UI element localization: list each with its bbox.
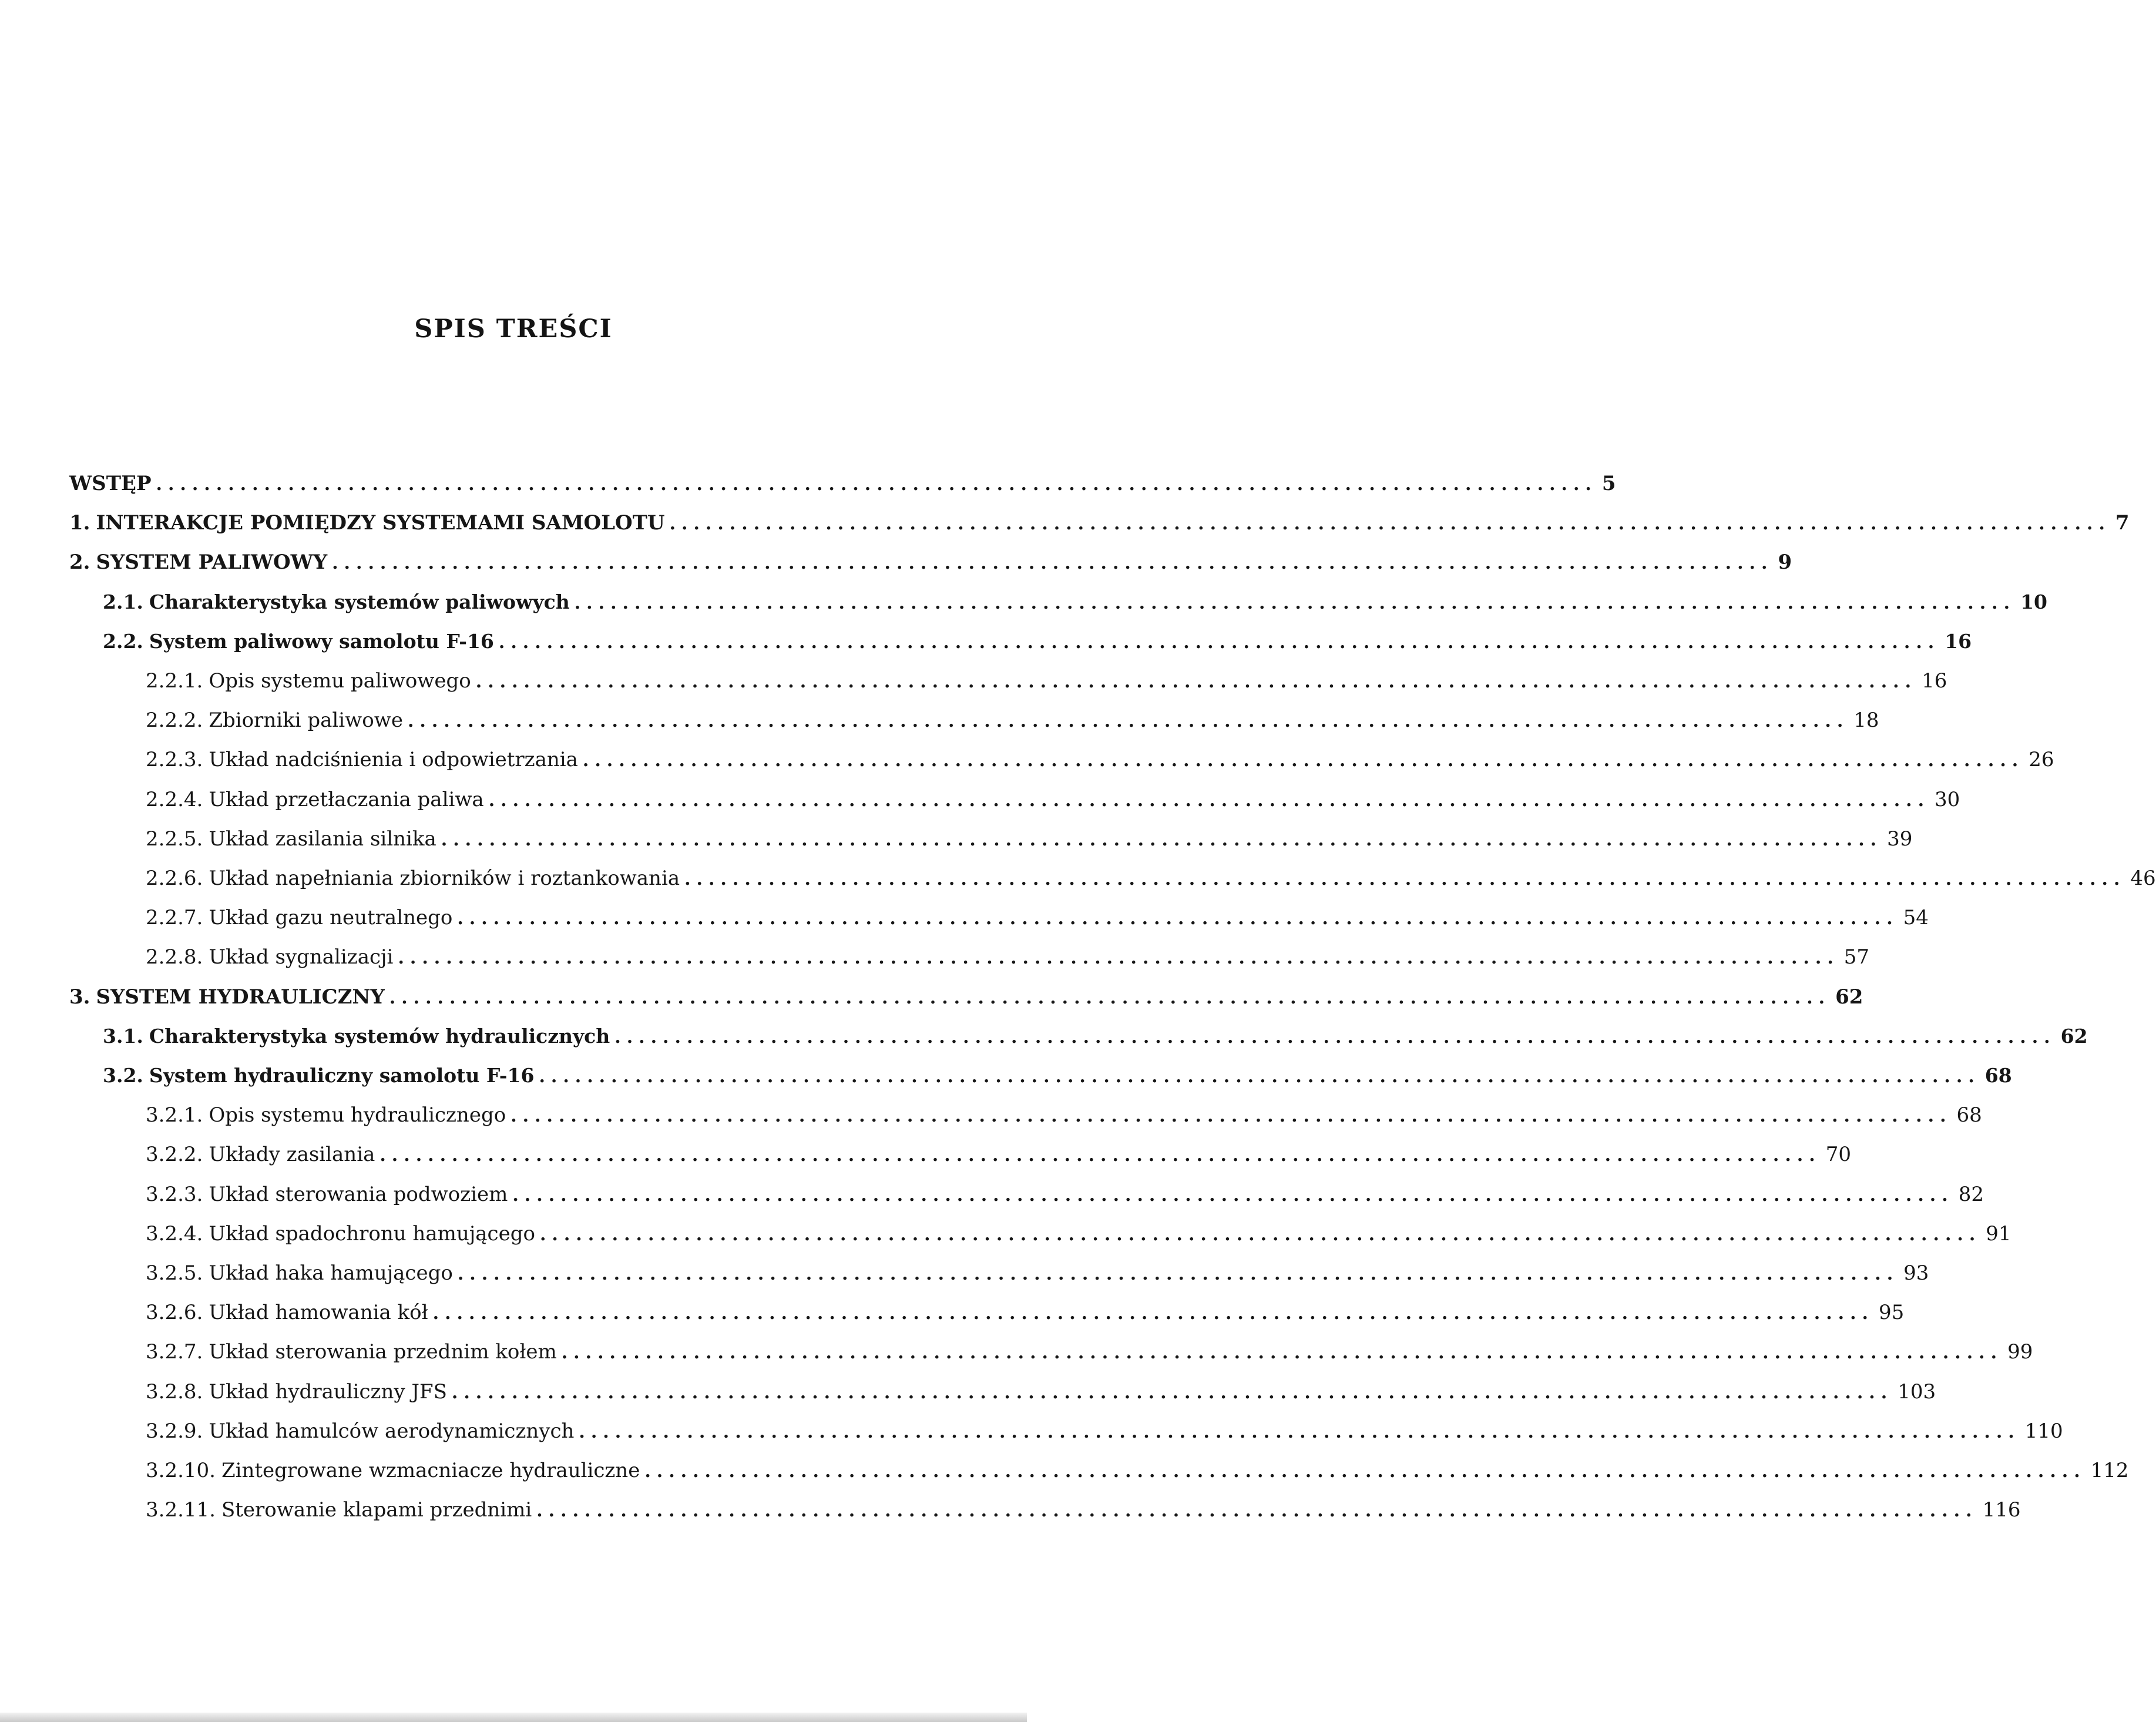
toc-entry-page-number: 93 [1903, 1261, 1929, 1285]
dot-leader: ........................................................................................................................ [579, 1422, 2020, 1442]
toc-entry-title: Układy zasilania [209, 1143, 375, 1166]
toc-entry-number: 2.2.5. [146, 827, 203, 851]
toc-entry-number: 3.2.5. [146, 1261, 203, 1285]
toc-entry-label [103, 586, 570, 619]
toc-entry-number: 3.2.8. [146, 1380, 203, 1404]
toc-entry-title: Układ sterowania przednim kołem [209, 1340, 557, 1364]
toc-entry [146, 1138, 1851, 1171]
dot-leader: ........................................................................................................................ [407, 711, 1849, 731]
toc-entry-title: Sterowanie klapami przednimi [221, 1498, 532, 1522]
toc-entry-page-number: 70 [1825, 1143, 1851, 1166]
toc-entry-label [146, 1415, 574, 1448]
toc-entry-label [146, 704, 403, 737]
toc-entry-label [146, 1217, 535, 1250]
toc-entry-title: Charakterystyka systemów paliwowych [149, 590, 570, 613]
dot-leader: ........................................................................................................................ [441, 830, 1883, 850]
toc-entry-page-number: 91 [1986, 1222, 2011, 1246]
toc-entry-label [146, 1099, 506, 1132]
dot-leader: ........................................................................................................................ [332, 553, 1774, 573]
toc-entry-label [103, 625, 494, 658]
dot-leader: ........................................................................................................................ [389, 988, 1831, 1008]
toc-entry-label [146, 1257, 453, 1290]
toc-entry-label [146, 1138, 375, 1171]
toc-entry [103, 625, 1972, 658]
dot-leader: ........................................................................................................................ [457, 1264, 1899, 1284]
dot-leader: ........................................................................................................................ [684, 869, 2126, 889]
toc-entry-number: 2.2. [103, 630, 143, 653]
scan-edge [0, 1713, 1027, 1722]
toc-entry [103, 1059, 2012, 1092]
toc-entry-number: 1. [69, 511, 90, 535]
dot-leader: ........................................................................................................................ [488, 790, 1930, 811]
toc-entry [146, 901, 1929, 934]
toc-entry-page-number: 95 [1878, 1301, 1905, 1324]
dot-leader: ........................................................................................................................ [451, 1382, 1893, 1403]
toc-entry-title: Układ hydrauliczny JFS [209, 1380, 447, 1404]
toc-entry-page-number: 116 [1982, 1498, 2021, 1522]
toc-entry-label [146, 1493, 532, 1526]
dot-leader: ........................................................................................................................ [156, 474, 1597, 495]
toc-entry-number: 2.2.4. [146, 788, 203, 811]
toc-entry-title: Zbiorniki paliwowe [209, 709, 403, 732]
toc-entry-label [146, 823, 436, 855]
toc-entry [69, 981, 1863, 1013]
toc-entry-label [146, 664, 471, 697]
toc-entry [146, 1493, 2021, 1526]
toc-entry [146, 941, 1870, 974]
toc-entry-label [69, 467, 152, 500]
toc-entry [146, 664, 1947, 697]
toc-entry-label [146, 1454, 640, 1487]
dot-leader: ........................................................................................................................ [457, 908, 1899, 929]
dot-leader: ........................................................................................................................ [582, 750, 2024, 771]
toc-entry [146, 862, 2156, 895]
toc-entry [146, 1335, 2033, 1368]
dot-leader: ........................................................................................................................ [512, 1185, 1954, 1206]
toc-entry-number: 3.2.3. [146, 1183, 203, 1206]
dot-leader: ........................................................................................................................ [511, 1106, 1952, 1126]
toc-entry-title: Układ przetłaczania paliwa [209, 788, 484, 811]
toc-entry-title: Układ haka hamującego [209, 1261, 453, 1285]
dot-leader: ........................................................................................................................ [432, 1303, 1874, 1324]
toc-entry-page-number: 9 [1778, 550, 1792, 574]
toc-entry-number: 3.2.2. [146, 1143, 203, 1166]
toc-entry-page-number: 103 [1898, 1380, 1936, 1404]
toc-entry-number: 3.2.7. [146, 1340, 203, 1364]
toc-entry-title: SYSTEM HYDRAULICZNY [96, 985, 385, 1009]
toc-entry-label [146, 783, 484, 816]
toc-entry-title: Zintegrowane wzmacniacze hydrauliczne [221, 1459, 640, 1482]
toc-entry-page-number: 57 [1843, 945, 1870, 969]
toc-entry-title: SYSTEM PALIWOWY [96, 550, 328, 574]
toc-entry-title: Układ sterowania podwoziem [209, 1183, 508, 1206]
toc-entry-page-number: 26 [2029, 748, 2054, 771]
toc-entry [146, 1296, 1905, 1329]
toc-entry-page-number: 99 [2007, 1340, 2033, 1364]
toc-entry-number: 2. [69, 550, 90, 574]
toc-entry-number: 2.2.1. [146, 669, 203, 693]
toc-entry-label [69, 546, 327, 579]
toc-entry [146, 1257, 1929, 1290]
toc-entry-title: Układ napełniania zbiorników i roztankowania [209, 867, 680, 890]
dot-leader: ........................................................................................................................ [475, 672, 1917, 692]
toc-entry [103, 586, 2047, 619]
dot-leader: ........................................................................................................................ [539, 1224, 1982, 1245]
toc-entry [69, 506, 2130, 539]
toc-entry-page-number: 62 [1835, 985, 1863, 1009]
toc-entry-number: 3.2.1. [146, 1103, 203, 1127]
toc-entry-page-number: 68 [1984, 1064, 2012, 1087]
toc-entry [146, 1217, 2011, 1250]
toc-entry-title: Opis systemu paliwowego [209, 669, 471, 693]
toc-entry-page-number: 10 [2020, 590, 2047, 613]
toc-entry [146, 1375, 1936, 1408]
toc-entry [146, 1099, 1982, 1132]
toc-entry [146, 743, 2054, 776]
toc-entry [69, 467, 1616, 500]
toc-entry-label [146, 1296, 428, 1329]
toc-entry-number: 3.2.10. [146, 1459, 216, 1482]
dot-leader: ........................................................................................................................ [669, 513, 2111, 534]
dot-leader: ........................................................................................................................ [498, 632, 1940, 653]
toc-entry-title: Układ spadochronu hamującego [209, 1222, 535, 1246]
toc-entry-number: 2.2.3. [146, 748, 203, 771]
toc-entry [146, 1415, 2063, 1448]
toc-entry [69, 546, 1792, 579]
toc-entry-number: 3.2.6. [146, 1301, 203, 1324]
dot-leader: ........................................................................................................................ [380, 1145, 1821, 1166]
toc-entry-page-number: 16 [1945, 630, 1972, 653]
dot-leader: ........................................................................................................................ [561, 1342, 2003, 1363]
toc-entry-number: 2.1. [103, 590, 143, 613]
toc-entry [146, 783, 1960, 816]
toc-entry-number: 3. [69, 985, 90, 1009]
toc-entry-title: Opis systemu hydraulicznego [209, 1103, 506, 1127]
toc-entry-page-number: 54 [1903, 906, 1929, 929]
toc-entry-page-number: 7 [2115, 511, 2130, 535]
toc-entry-page-number: 39 [1887, 827, 1913, 851]
toc-entry-page-number: 82 [1958, 1183, 1984, 1206]
toc-entry-page-number: 18 [1853, 709, 1879, 732]
toc-entry-number: 3.1. [103, 1025, 143, 1048]
toc-entry-title: Układ hamulców aerodynamicznych [209, 1419, 575, 1443]
toc-entry-title: Układ zasilania silnika [209, 827, 436, 851]
toc-entry-page-number: 110 [2024, 1419, 2063, 1443]
toc-entry-page-number: 62 [2060, 1025, 2088, 1048]
toc-entry [146, 1454, 2129, 1487]
toc-entry-label [146, 1375, 447, 1408]
dot-leader: ........................................................................................................................ [614, 1027, 2056, 1048]
dot-leader: ........................................................................................................................ [536, 1501, 1978, 1521]
toc-entry-page-number: 5 [1601, 472, 1616, 495]
toc-entry-title: System hydrauliczny samolotu F-16 [149, 1064, 535, 1087]
toc-entry-title: WSTĘP [69, 472, 152, 495]
toc-entry-number: 2.2.6. [146, 867, 203, 890]
toc-entry-number: 3.2.11. [146, 1498, 216, 1522]
toc-entry-number: 2.2.7. [146, 906, 203, 929]
toc-entry-label [69, 506, 665, 539]
toc-entry-title: Układ hamowania kół [209, 1301, 428, 1324]
toc-entry [146, 823, 1913, 855]
toc-entry-number: 3.2.9. [146, 1419, 203, 1443]
toc-entry-label [146, 901, 452, 934]
toc-entry-label [146, 1335, 557, 1368]
toc-entry-title: Układ nadciśnienia i odpowietrzania [209, 748, 578, 771]
toc-entry [146, 1178, 1984, 1211]
toc-entry-label [103, 1020, 610, 1053]
toc-entry [146, 704, 1879, 737]
toc-entry-label [146, 1178, 508, 1211]
toc-entry-label [146, 941, 393, 974]
toc-entry-title: Układ gazu neutralnego [209, 906, 453, 929]
toc-entry-title: Układ sygnalizacji [209, 945, 394, 969]
toc-entry-number: 2.2.8. [146, 945, 203, 969]
toc-entry-page-number: 112 [2090, 1459, 2129, 1482]
dot-leader: ........................................................................................................................ [574, 593, 2016, 613]
toc-entry-label [69, 981, 385, 1013]
dot-leader: ........................................................................................................................ [539, 1066, 1980, 1087]
toc-entry [103, 1020, 2088, 1053]
toc-entry-page-number: 46 [2130, 867, 2156, 890]
toc-entry-page-number: 30 [1935, 788, 1960, 811]
dot-leader: ........................................................................................................................ [398, 948, 1839, 968]
toc-entry-label [146, 862, 680, 895]
toc-entry-page-number: 68 [1956, 1103, 1982, 1127]
toc-entry-label [146, 743, 578, 776]
toc-entry-title: INTERAKCJE POMIĘDZY SYSTEMAMI SAMOLOTU [96, 511, 665, 535]
toc-entry-number: 3.2. [103, 1064, 143, 1087]
toc-entry-number: 3.2.4. [146, 1222, 203, 1246]
toc-entry-title: System paliwowy samolotu F-16 [149, 630, 494, 653]
toc-entry-page-number: 16 [1922, 669, 1947, 693]
dot-leader: ........................................................................................................................ [644, 1461, 2086, 1482]
page-title: SPIS TREŚCI [414, 314, 613, 344]
toc-entry-label [103, 1059, 534, 1092]
toc-entry-title: Charakterystyka systemów hydraulicznych [149, 1025, 610, 1048]
toc-entry-number: 2.2.2. [146, 709, 203, 732]
